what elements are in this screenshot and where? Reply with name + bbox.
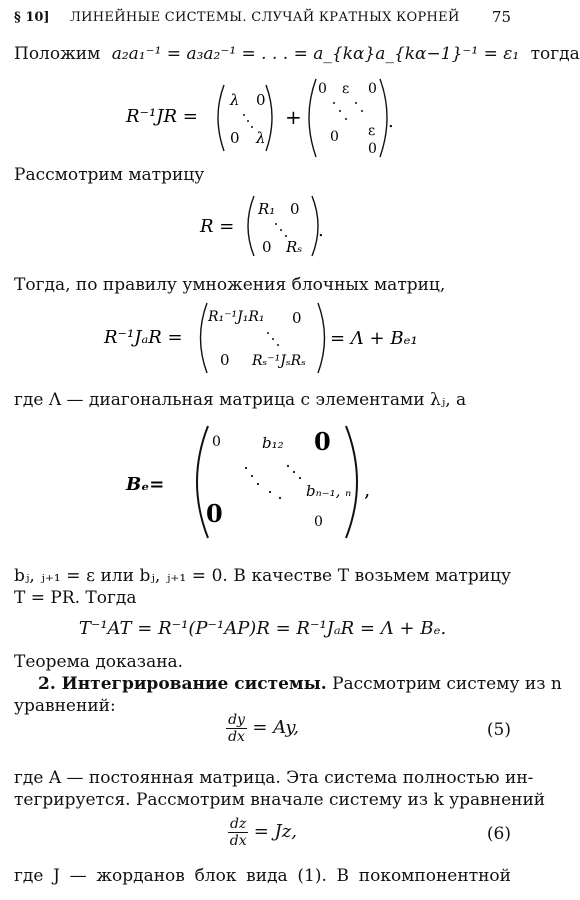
eq3-dot	[277, 344, 279, 346]
eq6-numerator: dz	[230, 816, 247, 832]
eq4-b12: b₁₂	[262, 434, 284, 452]
eq1-lhs: R⁻¹JR =	[126, 106, 198, 127]
equation-1	[0, 75, 525, 160]
eq1-m2-zero-a: 0	[318, 81, 327, 97]
l7-rest: Рассмотрим систему из n	[332, 674, 562, 694]
eq4-zero-tl: 0	[212, 434, 221, 450]
eq1-plus: +	[285, 105, 302, 129]
eq4-zero-bl: 0	[206, 499, 223, 528]
eq1-m2-eps-bottom: ε	[368, 123, 376, 139]
eq3-rparen	[318, 303, 325, 373]
section-heading: 2. Интегрирование системы.	[38, 674, 327, 694]
equation-3	[0, 297, 525, 379]
eq6-rest: = Jz,	[253, 821, 297, 842]
eq1-m1-lambda-top: λ	[230, 91, 240, 109]
eq1-m1-dot	[247, 120, 249, 122]
page-header	[14, 8, 511, 30]
text-line-2: Рассмотрим матрицу	[14, 165, 205, 185]
eq2-lhs: R =	[200, 216, 235, 237]
eq1-m2-rparen	[380, 79, 387, 157]
eq2-zero-bottom: 0	[262, 238, 272, 256]
eq3-lparen	[201, 303, 208, 373]
eq1-m1-lparen	[218, 85, 224, 151]
eq3-rhs: = Λ + Bₑ₁	[330, 328, 418, 349]
eq6-label: (6)	[486, 824, 511, 844]
eq3-lhs: R⁻¹JₐR =	[104, 327, 183, 348]
eq4-dot	[293, 471, 295, 473]
eq1-m2-eps: ε	[342, 81, 350, 97]
eq6-fraction	[228, 816, 248, 849]
eq1-m2-dot	[355, 102, 357, 104]
text-line-10: тегрируется. Рассмотрим вначале систему из k уравнений	[14, 790, 546, 810]
eq1-m2-dot	[333, 102, 335, 104]
eq5-label: (5)	[486, 720, 511, 740]
eq2-rs: Rₛ	[286, 238, 303, 256]
eq4-dot	[279, 497, 281, 499]
page-number: 75	[491, 8, 511, 26]
eq3-dot	[267, 332, 269, 334]
text-line-8: уравнений:	[14, 696, 116, 716]
eq4-zero-br: 0	[314, 514, 323, 530]
eq1-m2-zero-b: 0	[368, 81, 377, 97]
eq5-fraction	[226, 712, 247, 745]
eq4-end: ,	[364, 477, 371, 501]
eq1-m2-lparen	[309, 79, 316, 157]
eq3-bottom-left: 0	[220, 351, 230, 369]
eq4-zero-tr: 0	[314, 427, 331, 456]
eq2-dot	[280, 229, 282, 231]
eq4-dot	[251, 475, 253, 477]
eq1-m1-dot	[243, 114, 245, 116]
eq4-dot	[269, 491, 271, 493]
eq1-m1-zero-bottom: 0	[230, 129, 240, 147]
l1-formula: a₂a₁⁻¹ = a₃a₂⁻¹ = . . . = a_{kα}a_{kα−1}⁻¹ = ε₁	[111, 44, 520, 64]
eq2-r1: R₁	[258, 200, 276, 218]
eq1-m1-rparen	[266, 85, 272, 151]
eq5-numerator: dy	[228, 712, 245, 728]
eq5-denominator: dx	[228, 729, 245, 745]
eq3-top-right: 0	[292, 309, 302, 327]
eq2-lparen	[248, 196, 254, 256]
eq1-m2-zero-d: 0	[368, 141, 377, 157]
eq4-dot	[299, 477, 301, 479]
eq4-dot	[287, 465, 289, 467]
eq1-m2-dot	[361, 110, 363, 112]
eq3-bottom-right: Rₛ⁻¹JₛRₛ	[252, 353, 306, 369]
eq5-rest: = Ay,	[252, 717, 299, 738]
text-line-5b: T = PR. Тогда	[14, 588, 137, 608]
text-line-11: где J — жорданов блок вида (1). В покомпонентной	[14, 866, 511, 886]
text-line-9: где A — постоянная матрица. Эта система полностью ин-	[14, 768, 534, 788]
running-title: ЛИНЕЙНЫЕ СИСТЕМЫ. СЛУЧАЙ КРАТНЫХ КОРНЕЙ	[70, 10, 460, 25]
eq3-top-left: R₁⁻¹J₁R₁	[208, 309, 265, 325]
eq4-bn: bₙ₋₁, ₙ	[306, 482, 352, 500]
eq1-m1-lambda-bottom: λ	[256, 129, 266, 147]
eq2-zero-top: 0	[290, 200, 300, 218]
eq2-dot	[275, 223, 277, 225]
text-line-7	[38, 674, 562, 694]
text-line-6: Теорема доказана.	[14, 652, 184, 672]
eq3-dot	[272, 338, 274, 340]
equation-5	[0, 712, 525, 745]
text-line-4: где Λ — диагональная матрица с элементами λⱼ, а	[14, 390, 467, 410]
eq1-end: .	[388, 111, 394, 132]
eq4-dot	[257, 483, 259, 485]
eq4-lhs: Bₑ=	[126, 474, 165, 495]
l1-prefix: Положим	[14, 44, 101, 64]
eq1-m2-dot	[345, 118, 347, 120]
equation-6	[0, 816, 525, 849]
eq4-dot	[245, 467, 247, 469]
equation-4	[0, 420, 525, 545]
equation-2	[0, 190, 525, 262]
l1-suffix: тогда	[530, 44, 580, 64]
eq1-m2-zero-c: 0	[330, 129, 339, 145]
equation-t: T⁻¹AT = R⁻¹(P⁻¹AP)R = R⁻¹JₐR = Λ + Bₑ.	[78, 618, 447, 639]
text-line-1	[14, 44, 580, 64]
eq1-m1-zero-top: 0	[256, 91, 266, 109]
eq1-m1-dot	[251, 126, 253, 128]
text-line-5a: bⱼ, ⱼ₊₁ = ε или bⱼ, ⱼ₊₁ = 0. В качестве T возьмем матрицу	[14, 566, 511, 586]
eq2-end: .	[318, 220, 324, 241]
eq1-m2-dot	[339, 110, 341, 112]
eq2-dot	[285, 235, 287, 237]
eq6-denominator: dx	[229, 833, 247, 849]
section-marker: § 10]	[14, 10, 50, 25]
text-line-3: Тогда, по правилу умножения блочных матриц,	[14, 275, 446, 295]
